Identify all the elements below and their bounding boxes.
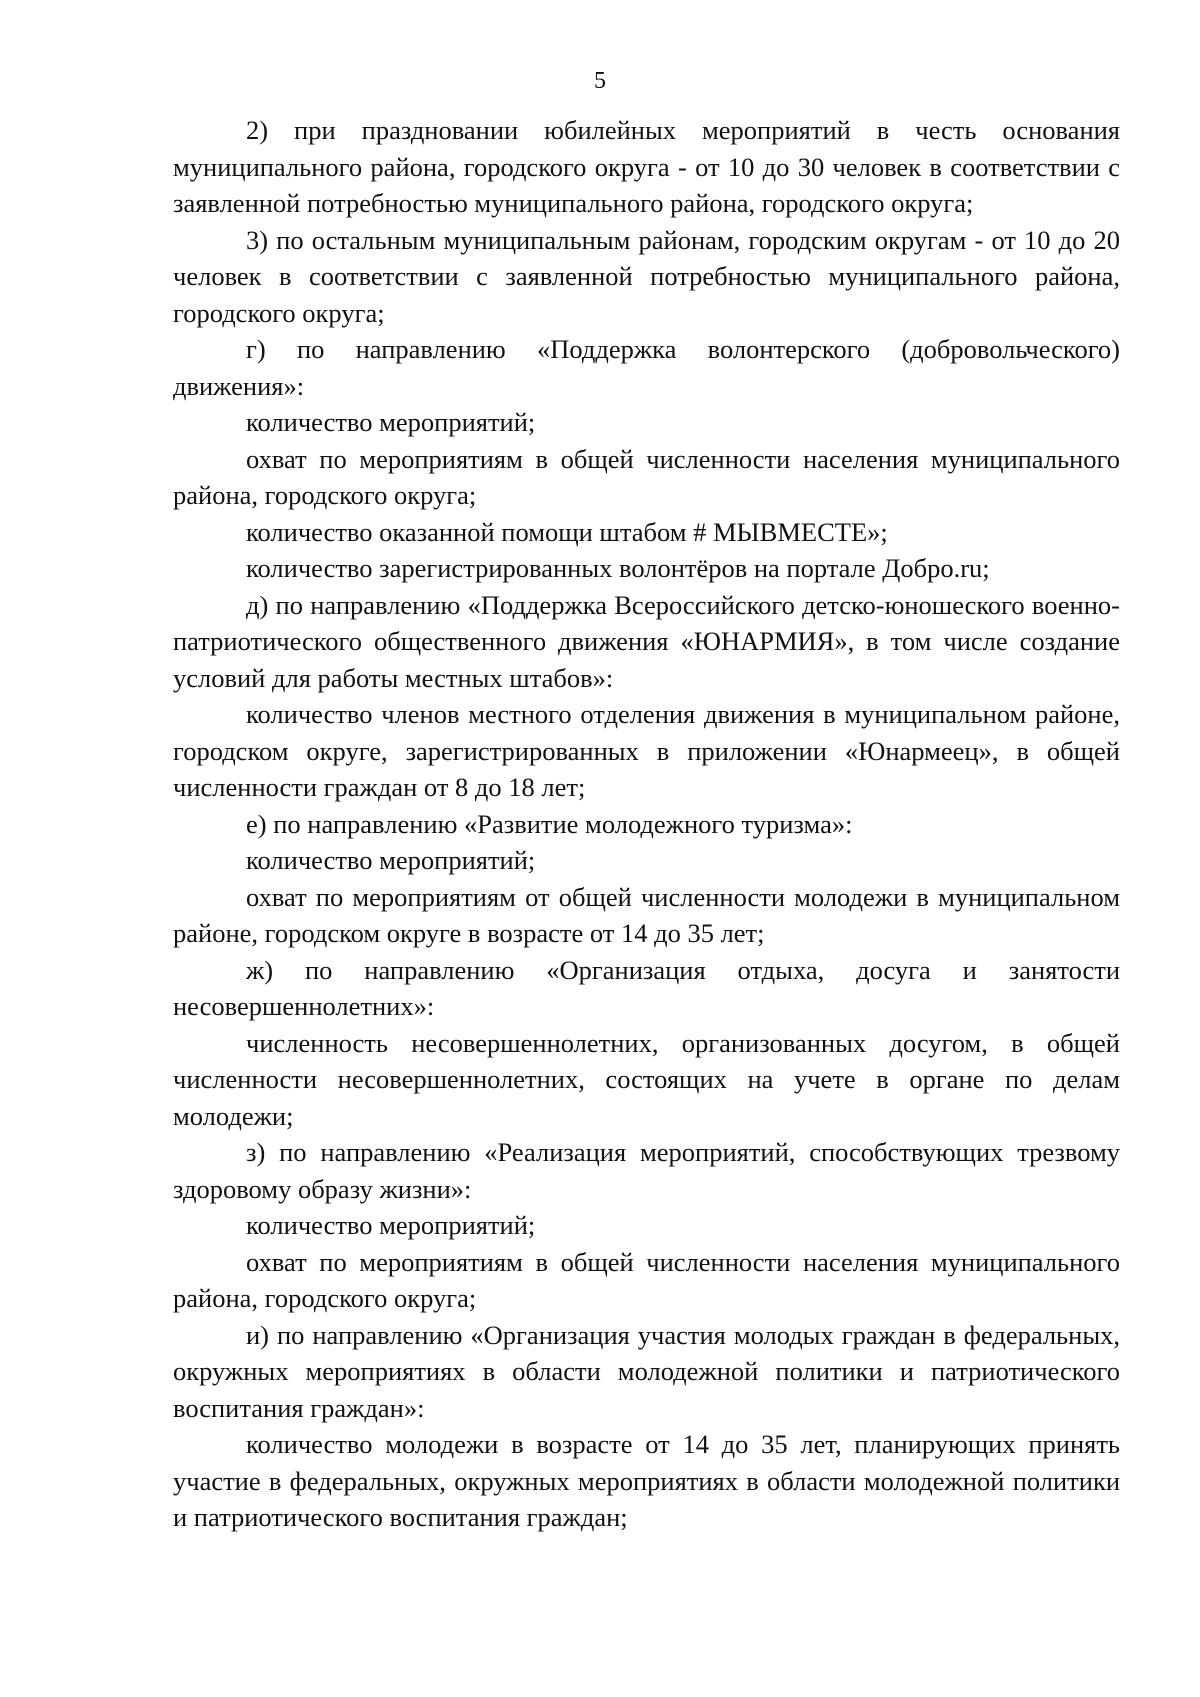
paragraph-indicator: количество членов местного отделения движения в муниципальном районе, городском округе, зарегистрированных в приложении «Юнармеец», в общей численности граждан от 8 до 18 лет; [173,699,1120,802]
paragraph-indicator: количество мероприятий; [246,407,536,437]
paragraph-indicator: охват по мероприятиям в общей численности населения муниципального района, городского округа; [173,1246,1120,1313]
paragraph-direction-i-federal-events: и) по направлению «Организация участия молодых граждан в федеральных, окружных мероприятиях в области молодежной политики и патриотического воспитания граждан»: [173,1319,1120,1423]
paragraph-indicator: охват по мероприятиям в общей численности населения муниципального района, городского округа; [173,443,1120,510]
document-body [173,112,1120,1536]
paragraph-item-3-other-districts: 3) по остальным муниципальным районам, городским округам - от 10 до 20 человек в соответствии с заявленной потребностью муниципального района, городского округа; [173,224,1120,328]
paragraph-direction-e-tourism: е) по направлению «Развитие молодежного туризма»: [246,808,853,839]
paragraph-item-2-jubilee: 2) при праздновании юбилейных мероприятий в честь основания муниципального района, городского округа - от 10 до 30 человек в соответствии с заявленной потребностью муниципального района, городского округа; [173,115,1120,218]
paragraph-indicator: количество молодежи в возрасте от 14 до 35 лет, планирующих принять участие в федеральных, окружных мероприятиях в области молодежной политики и патриотического воспитания граждан; [173,1429,1120,1532]
paragraph-indicator: количество мероприятий; [246,845,536,875]
paragraph-indicator: количество зарегистрированных волонтёров на портале Добро.ru; [246,553,990,583]
paragraph-indicator: количество оказанной помощи штабом # МЫВМЕСТЕ»; [246,516,888,547]
paragraph-direction-zh-leisure: ж) по направлению «Организация отдыха, досуга и занятости несовершеннолетних»: [173,954,1120,1021]
paragraph-indicator: численность несовершеннолетних, организованных досугом, в общей численности несовершеннолетних, состоящих на учете в органе по делам молодежи; [173,1027,1120,1131]
paragraph-indicator: охват по мероприятиям от общей численности молодежи в муниципальном районе, городском округе в возрасте от 14 до 35 лет; [173,881,1120,948]
paragraph-indicator: количество мероприятий; [246,1210,536,1240]
paragraph-direction-z-sober-lifestyle: з) по направлению «Реализация мероприятий, способствующих трезвому здоровому образу жизни»: [173,1137,1120,1204]
paragraph-direction-d-yunarmiya: д) по направлению «Поддержка Всероссийского детско-юношеского военно-патриотического общественного движения «ЮНАРМИЯ», в том числе создание условий для работы местных штабов»: [173,589,1120,693]
page-number: 5 [594,68,606,94]
paragraph-direction-g-volunteer: г) по направлению «Поддержка волонтерского (добровольческого) движения»: [173,334,1120,401]
